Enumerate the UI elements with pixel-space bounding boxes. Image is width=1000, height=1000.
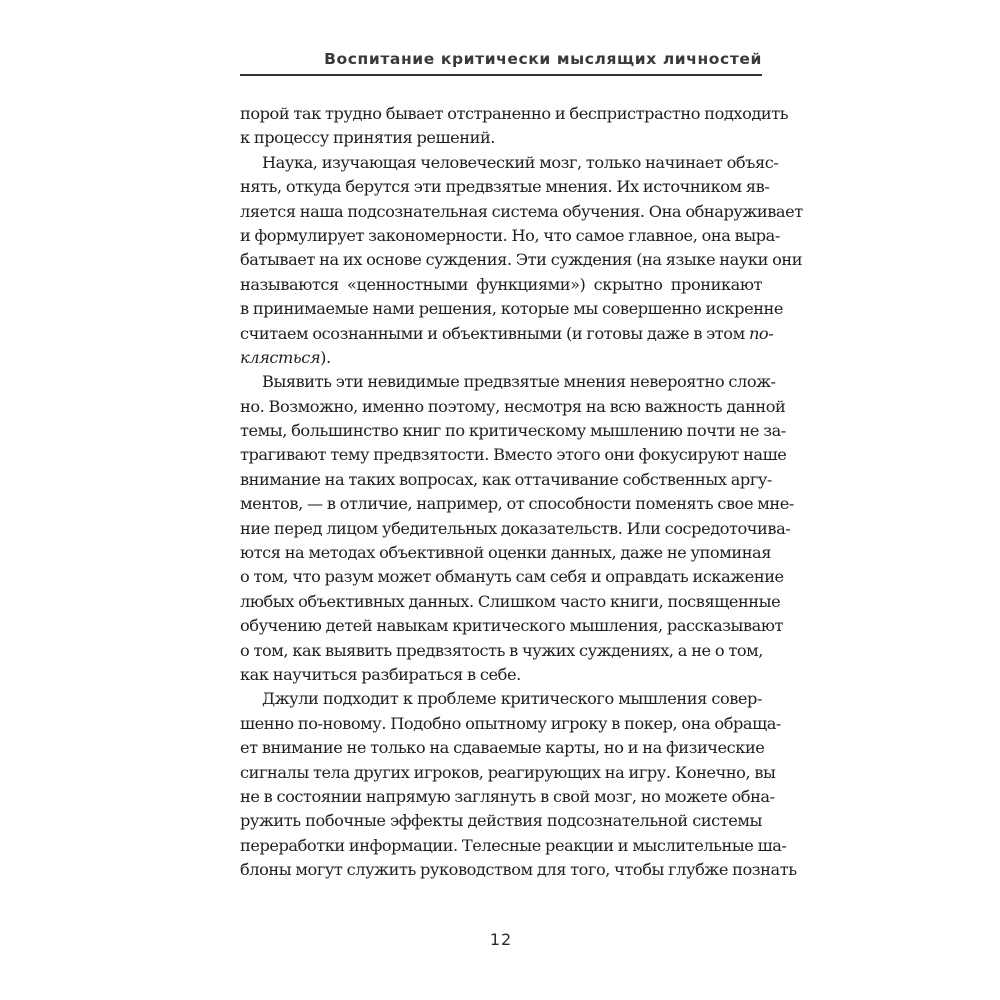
text-line: но. Возможно, именно поэтому, несмотря на всю важность данной <box>240 396 786 416</box>
text-line: как научиться разбираться в себе. <box>240 664 521 684</box>
text-line: ментов, — в отличие, например, от способности поменять свое мне- <box>240 494 794 514</box>
text-line: ние перед лицом убедительных доказательств. Или сосредоточива- <box>240 518 791 538</box>
text-line-with-italic: клясться). <box>240 347 331 367</box>
text-line: о том, что разум может обмануть сам себя и оправдать искажение <box>240 567 784 587</box>
text-line: ет внимание не только на сдаваемые карты, но и на физические <box>240 738 765 758</box>
page-number: 12 <box>489 930 513 949</box>
text-line: переработки информации. Телесные реакции и мыслительные ша- <box>240 835 787 855</box>
text-line-with-italic: считаем осознанными и объективными (и готовы даже в этом по- <box>240 323 774 343</box>
italic-word: клясться <box>240 347 321 367</box>
text-line: к процессу принятия решений. <box>240 128 495 148</box>
text-line: в принимаемые нами решения, которые мы совершенно искренне <box>240 299 784 319</box>
body-text <box>240 102 803 883</box>
header-rule <box>240 74 762 76</box>
text-line: трагивают тему предвзятости. Вместо этого они фокусируют наше <box>240 445 787 465</box>
text-line: обучению детей навыкам критического мышления, рассказывают <box>240 616 783 636</box>
text-line: Выявить эти невидимые предвзятые мнения невероятно слож- <box>262 372 776 392</box>
italic-word: по- <box>748 323 774 343</box>
text-line: о том, как выявить предвзятость в чужих суждениях, а не о том, <box>240 640 763 660</box>
text-line: Наука, изучающая человеческий мозг, только начинает объяс- <box>262 152 779 172</box>
text-line: нять, откуда берутся эти предвзятые мнения. Их источником яв- <box>240 177 770 197</box>
text-line: порой так трудно бывает отстраненно и беспристрастно подходить <box>240 104 789 123</box>
text-line: ются на методах объективной оценки данных, даже не упоминая <box>240 543 772 563</box>
text-line: ружить побочные эффекты действия подсознательной системы <box>240 811 762 831</box>
text-line: шенно по-новому. Подобно опытному игроку в покер, она обраща- <box>240 713 781 733</box>
text-line: блоны могут служить руководством для того, чтобы глубже познать <box>240 860 797 880</box>
text-line: сигналы тела других игроков, реагирующих на игру. Конечно, вы <box>240 762 776 782</box>
text-line: батывает на их основе суждения. Эти суждения (на языке науки они <box>240 250 803 270</box>
text-line: называются «ценностными функциями») скрытно проникают <box>240 274 762 294</box>
text-line: темы, большинство книг по критическому мышлению почти не за- <box>240 421 786 441</box>
text-line: не в состоянии напрямую заглянуть в свой мозг, но можете обна- <box>240 786 775 806</box>
text-line: любых объективных данных. Слишком часто книги, посвященные <box>240 591 781 611</box>
text-line: Джули подходит к проблеме критического мышления совер- <box>262 689 762 709</box>
text-line: ляется наша подсознательная система обучения. Она обнаруживает <box>240 201 803 221</box>
running-header: Воспитание критически мыслящих личностей <box>324 50 762 68</box>
text-line: внимание на таких вопросах, как оттачивание собственных аргу- <box>240 469 772 489</box>
text-line: и формулирует закономерности. Но, что самое главное, она выра- <box>240 225 780 245</box>
